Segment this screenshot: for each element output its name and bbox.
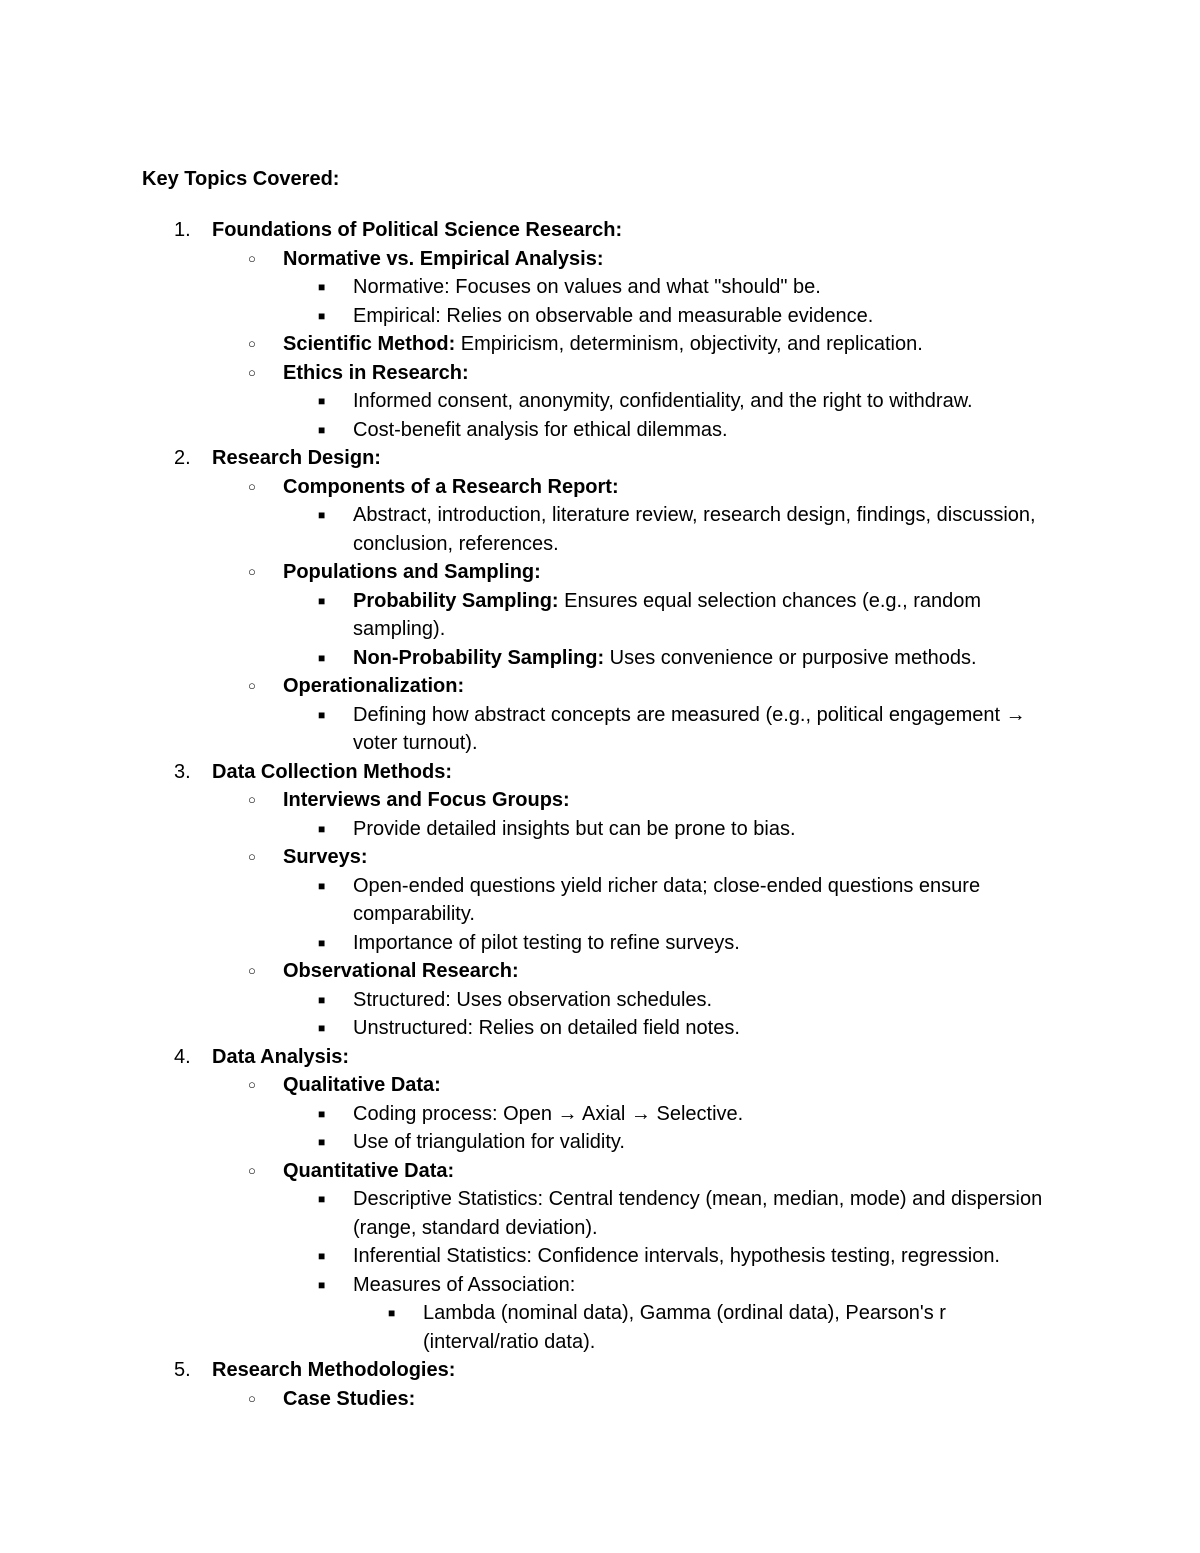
section-item [0,216,1200,245]
subsection-item [0,245,1200,274]
section-item [0,444,1200,473]
item-body: Abstract, introduction, literature review, research design, findings, discussion, conclusion, references. [353,504,1036,555]
bullet-item [0,701,1200,758]
item-text [353,986,1063,1015]
item-bold-label: Non-Probability Sampling: [353,646,605,669]
bullet-item [0,416,1200,445]
item-bold-label: Ethics in Research: [283,361,469,384]
item-body: Empirical: Relies on observable and measurable evidence. [353,304,874,327]
list-number: 4. [174,1045,191,1068]
section-item [0,758,1200,787]
item-body: Unstructured: Relies on detailed field notes. [353,1017,740,1039]
item-bold-label: Observational Research: [283,960,519,982]
item-bold-label: Operationalization: [283,675,465,697]
item-body: Defining how abstract concepts are measured (e.g., political engagement → voter turnout). [353,703,1026,754]
subsection-item [0,672,1200,701]
bullet-item [0,1014,1200,1043]
item-text [353,1128,1063,1157]
circle-bullet-icon: ○ [248,336,256,351]
list-number: 3. [174,760,191,783]
item-body: Ensures equal selection chances (e.g., random sampling). [353,589,982,640]
square-bullet-icon: ■ [318,422,326,437]
item-text [283,957,1063,986]
item-bold-label: Surveys: [283,846,368,868]
circle-bullet-icon: ○ [248,678,256,693]
item-text [353,302,1063,331]
item-body: Lambda (nominal data), Gamma (ordinal data), Pearson's r (interval/ratio data). [423,1302,946,1353]
square-bullet-icon: ■ [318,935,326,950]
bullet-item [0,872,1200,929]
square-bullet-icon: ■ [318,1192,326,1206]
circle-bullet-icon: ○ [248,478,256,494]
item-text [283,558,1063,587]
section-item [0,1043,1200,1072]
square-bullet-icon: ■ [388,1306,396,1320]
bullet-item [0,1128,1200,1157]
topic-outline [0,216,1200,1413]
item-text [283,786,1063,815]
square-bullet-icon: ■ [318,1106,326,1121]
item-text [212,1356,1062,1385]
subsection-item [0,330,1200,359]
square-bullet-icon: ■ [318,1249,326,1263]
item-body: Importance of pilot testing to refine surveys. [353,931,740,954]
bullet-item [0,929,1200,958]
square-bullet-icon: ■ [318,821,326,836]
subsection-item [0,558,1200,587]
square-bullet-icon: ■ [318,308,326,323]
item-text [353,1185,1063,1242]
item-text [353,501,1063,558]
subsection-item [0,359,1200,388]
list-number: 5. [174,1359,191,1381]
item-body: Use of triangulation for validity. [353,1131,625,1153]
item-body: Open-ended questions yield richer data; close-ended questions ensure comparability. [353,874,981,925]
circle-bullet-icon: ○ [248,849,256,864]
item-body: Informed consent, anonymity, confidentiality, and the right to withdraw. [353,390,973,412]
item-text [353,416,1063,445]
item-text [353,273,1063,302]
item-text [353,1014,1063,1043]
circle-bullet-icon: ○ [248,963,256,978]
item-bold-label: Case Studies: [283,1387,416,1410]
subsection-item [0,843,1200,872]
bullet-item [0,1242,1200,1271]
bullet-item [0,501,1200,558]
item-text [353,1100,1063,1129]
bullet-item [0,273,1200,302]
item-bold-label: Probability Sampling: [353,589,559,612]
circle-bullet-icon: ○ [248,1077,256,1092]
square-bullet-icon: ■ [318,593,326,608]
item-text [353,587,1063,644]
item-text [353,929,1063,958]
item-text [283,245,1063,274]
square-bullet-icon: ■ [318,650,326,665]
item-body: Empiricism, determinism, objectivity, and replication. [455,333,923,355]
bullet-item [0,1100,1200,1129]
item-text [283,473,1063,502]
item-body: Normative: Focuses on values and what "should" be. [353,276,821,298]
subsection-item [0,473,1200,502]
item-text [212,1043,1062,1072]
subsection-item [0,1385,1200,1414]
subsection-item [0,1071,1200,1100]
bullet-item [0,1185,1200,1242]
square-bullet-icon: ■ [318,1135,326,1149]
square-bullet-icon: ■ [318,394,326,408]
item-text [283,330,1063,359]
item-body: Inferential Statistics: Confidence intervals, hypothesis testing, regression. [353,1245,1000,1267]
item-bold-label: Research Methodologies: [212,1359,456,1381]
circle-bullet-icon: ○ [248,364,256,380]
item-bold-label: Qualitative Data: [283,1074,441,1096]
item-text [423,1299,1063,1356]
square-bullet-icon: ■ [318,508,326,522]
item-body: Provide detailed insights but can be prone to bias. [353,817,796,840]
subsection-item [0,786,1200,815]
item-body: Measures of Association: [353,1273,576,1296]
item-bold-label: Components of a Research Report: [283,475,619,498]
list-number: 2. [174,447,191,469]
circle-bullet-icon: ○ [248,564,256,579]
item-text [353,815,1063,844]
item-body: Structured: Uses observation schedules. [353,988,713,1011]
item-bold-label: Scientific Method: [283,333,456,355]
square-bullet-icon: ■ [318,707,326,722]
item-bold-label: Quantitative Data: [283,1159,455,1182]
bullet-item [0,986,1200,1015]
item-text [283,843,1063,872]
item-bold-label: Foundations of Political Science Research: [212,219,623,241]
item-body: Descriptive Statistics: Central tendency (mean, median, mode) and dispersion (range, standard deviation). [353,1188,1043,1239]
item-body: Uses convenience or purposive methods. [604,646,977,669]
subsection-item [0,957,1200,986]
bullet-item [0,815,1200,844]
item-text [212,758,1062,787]
square-bullet-icon: ■ [318,1021,326,1035]
item-bold-label: Data Analysis: [212,1045,350,1068]
bullet-item [0,644,1200,673]
item-text [353,872,1063,929]
bullet-item [0,302,1200,331]
item-text [353,1271,1063,1300]
subsection-item [0,1157,1200,1186]
square-bullet-icon: ■ [318,878,326,893]
bullet-item [0,587,1200,644]
item-text [212,444,1062,473]
page-title: Key Topics Covered: [142,168,340,190]
item-bold-label: Data Collection Methods: [212,760,453,783]
item-body: Coding process: Open → Axial → Selective. [353,1102,744,1125]
item-text [283,359,1063,388]
sub-bullet-item [0,1299,1200,1356]
item-text [353,1242,1063,1271]
item-text [283,1157,1063,1186]
list-number: 1. [174,219,191,241]
section-item [0,1356,1200,1385]
circle-bullet-icon: ○ [248,1162,256,1178]
item-text [353,387,1063,416]
item-bold-label: Research Design: [212,447,381,469]
circle-bullet-icon: ○ [248,1390,256,1406]
bullet-item [0,387,1200,416]
circle-bullet-icon: ○ [248,792,256,807]
square-bullet-icon: ■ [318,280,326,294]
item-bold-label: Normative vs. Empirical Analysis: [283,247,604,270]
item-text [212,216,1062,245]
item-text [283,672,1063,701]
bullet-item [0,1271,1200,1300]
item-text [283,1071,1063,1100]
item-text [283,1385,1063,1414]
item-body: Cost-benefit analysis for ethical dilemmas. [353,418,728,441]
item-text [353,701,1063,758]
item-bold-label: Populations and Sampling: [283,561,541,583]
square-bullet-icon: ■ [318,992,326,1007]
item-bold-label: Interviews and Focus Groups: [283,789,570,811]
item-text [353,644,1063,673]
circle-bullet-icon: ○ [248,250,256,266]
square-bullet-icon: ■ [318,1277,326,1292]
